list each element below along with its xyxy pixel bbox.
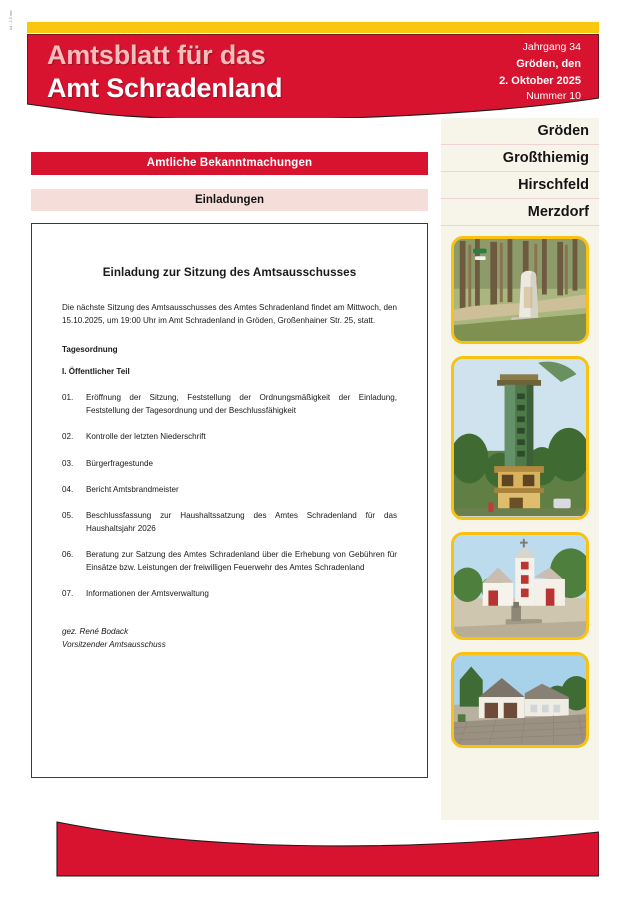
issue-place: Gröden, den: [516, 57, 581, 70]
header-yellow-strip: [27, 22, 599, 33]
sidebar: [441, 118, 599, 820]
footer-band: [27, 818, 599, 880]
photo-observation-tower-image: [454, 359, 586, 516]
agenda-item-number: 01.: [62, 393, 74, 403]
agenda-list: [62, 391, 397, 600]
banner-official-announcements: Amtliche Bekanntmachungen: [31, 152, 428, 175]
village-item-merzdorf[interactable]: Merzdorf: [441, 199, 599, 226]
village-item-groeden[interactable]: Gröden: [441, 118, 599, 145]
masthead-title-line1: Amtsblatt für das: [47, 40, 266, 70]
photo-community-hall-image: [454, 655, 586, 747]
photo-village-church-image: [454, 535, 586, 638]
issue-volume: Jahrgang 34: [522, 41, 581, 53]
agenda-item: [62, 587, 397, 600]
agenda-item-number: 02.: [62, 432, 74, 442]
agenda-item: [62, 509, 397, 535]
agenda-item-number: 07.: [62, 589, 74, 599]
agenda-item-text: Beratung zur Satzung des Amtes Schradenland über die Erhebung von Gebühren für Einsätze bzw. Leistungen der freiwilligen Feuerwehr des Amtes Schradenland: [86, 549, 397, 573]
photo-forest-monument-image: [454, 239, 586, 342]
village-item-hirschfeld[interactable]: Hirschfeld: [441, 172, 599, 199]
village-list: [441, 118, 599, 226]
agenda-item: [62, 483, 397, 496]
agenda-heading: Tagesordnung: [62, 345, 118, 355]
signature-role: Vorsitzender Amtsausschuss: [62, 639, 166, 649]
print-marker-label: A4 - 2,5 mm: [9, 10, 13, 30]
agenda-item-text: Eröffnung der Sitzung, Feststellung der Ordnungsmäßigkeit der Einladung, Feststellung der Tagesordnung und der Beschlussfähigkeit: [86, 393, 397, 416]
signature-block: [62, 626, 397, 651]
agenda-item-text: Beschlussfassung zur Haushaltssatzung des Amtes Schradenland für das Haushaltsjahr 2026: [86, 510, 397, 533]
agenda-item: [62, 430, 397, 443]
photo-community-hall: [451, 652, 589, 748]
agenda-item-text: Kontrolle der letzten Niederschrift: [86, 432, 206, 442]
agenda-item: [62, 391, 397, 417]
article-intro-paragraph: Die nächste Sitzung des Amtsausschusses des Amtes Schradenland findet am Mittwoch, den 15.10.2025, um 19:00 Uhr im Amt Schradenland in Gröden, Großenhainer Str. 25, statt.: [62, 303, 397, 326]
agenda-item-number: 05.: [62, 510, 74, 520]
village-item-grossthiemig[interactable]: Großthiemig: [441, 145, 599, 172]
issue-number: Nummer 10: [526, 90, 581, 103]
issue-info: [499, 40, 581, 105]
issue-date: 2. Oktober 2025: [499, 74, 581, 87]
agenda-item-text: Bürgerfragestunde: [86, 458, 154, 468]
photo-forest-monument: [451, 236, 589, 344]
agenda-subheading: I. Öffentlicher Teil: [62, 367, 130, 377]
photo-village-church: [451, 532, 589, 640]
footer-shape: [27, 818, 599, 880]
agenda-item-number: 06.: [62, 549, 74, 559]
agenda-item-number: 04.: [62, 484, 74, 494]
agenda-item: [62, 457, 397, 470]
agenda-item: [62, 548, 397, 574]
article-title: Einladung zur Sitzung des Amtsausschusses: [102, 266, 357, 279]
photo-gallery: [441, 236, 599, 760]
masthead: [27, 34, 599, 118]
banner-invitations: Einladungen: [31, 189, 428, 211]
agenda-item-text: Bericht Amtsbrandmeister: [86, 484, 179, 494]
agenda-item-number: 03.: [62, 458, 74, 468]
masthead-title-line2: Amt Schradenland: [47, 72, 283, 103]
agenda-item-text: Informationen der Amtsverwaltung: [86, 589, 209, 599]
photo-observation-tower: [451, 356, 589, 520]
article-box: [31, 223, 428, 778]
signature-name: gez. René Bodack: [62, 627, 129, 637]
